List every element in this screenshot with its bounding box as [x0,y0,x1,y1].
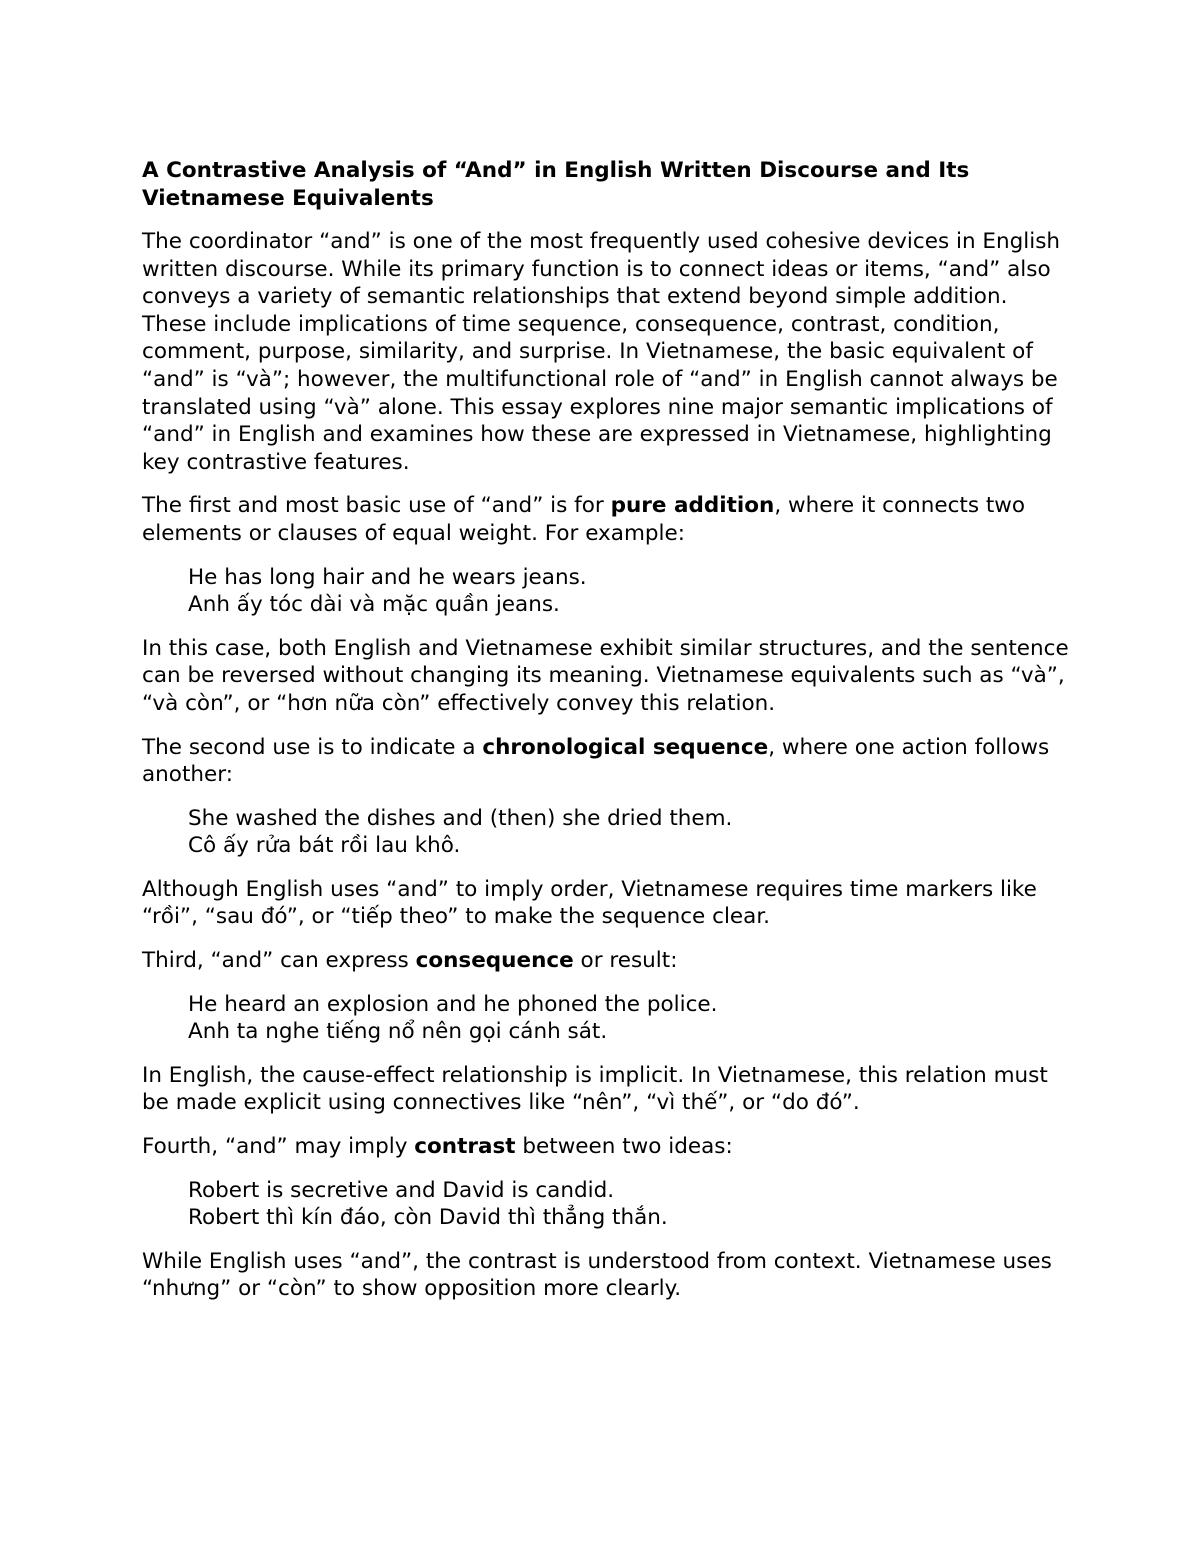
section-3-lead-after: or result: [573,948,678,974]
section-2-example [188,805,1072,860]
section-3-commentary: In English, the cause-effect relationship is implicit. In Vietnamese, this relation must be made explicit using connectives like “nên”, “vì thế”, or “do đó”. [142,1062,1048,1116]
section-1-example [188,564,1072,619]
section-1-example-vi: Anh ấy tóc dài và mặc quần jeans. [188,592,560,618]
section-1-keyword: pure addition [610,493,775,519]
section-4-example-en: Robert is secretive and David is candid. [188,1177,615,1203]
document-body [142,157,1072,1319]
section-3-example-vi: Anh ta nghe tiếng nổ nên gọi cánh sát. [188,1019,608,1045]
section-3-keyword: consequence [415,948,574,974]
section-4-commentary: While English uses “and”, the contrast is understood from context. Vietnamese uses “nhưng” or “còn” to show opposition more clearly. [142,1248,1052,1302]
section-2-example-en: She washed the dishes and (then) she dried them. [188,805,733,831]
section-3-lead-before: Third, “and” can express [142,948,416,974]
section-4-lead-after: between two ideas: [515,1134,733,1160]
section-2-commentary: Although English uses “and” to imply order, Vietnamese requires time markers like “rồi”, “sau đó”, or “tiếp theo” to make the sequence clear. [142,876,1037,930]
section-1-example-en: He has long hair and he wears jeans. [188,564,587,590]
section-3-lead [142,947,1072,975]
section-4-lead-before: Fourth, “and” may imply [142,1134,415,1160]
section-3-example-en: He heard an explosion and he phoned the police. [188,991,718,1017]
intro-paragraph: The coordinator “and” is one of the most frequently used cohesive devices in English written discourse. While its primary function is to connect ideas or items, “and” also conveys a variety of semantic relationships that extend beyond simple addition. These include implications of time sequence, consequence, contrast, condition, comment, purpose, similarity, and surprise. In Vietnamese, the basic equivalent of “and” is “và”; however, the multifunctional role of “and” in English cannot always be translated using “và” alone. This essay explores nine major semantic implications of “and” in English and examines how these are expressed in Vietnamese, highlighting key contrastive features. [142,229,1061,475]
section-1-lead-after: , where it connects two elements or clauses of equal weight. For example: [142,493,1026,546]
section-4-lead [142,1133,1072,1161]
section-1-commentary: In this case, both English and Vietnamese exhibit similar structures, and the sentence can be reversed without changing its meaning. Vietnamese equivalents such as “và”, “và còn”, or “hơn nữa còn” effectively convey this relation. [142,635,1069,716]
section-2-lead-before: The second use is to indicate a [142,734,483,760]
section-3-example [188,991,1072,1046]
section-1-lead-before: The first and most basic use of “and” is for [142,493,611,519]
section-1-lead [142,492,1072,547]
section-2-keyword: chronological sequence [482,734,769,760]
section-4-example-vi: Robert thì kín đáo, còn David thì thẳng thắn. [188,1205,668,1231]
section-4-keyword: contrast [414,1134,516,1160]
document-title: A Contrastive Analysis of “And” in English Written Discourse and Its Vietnamese Equivalents [142,158,970,211]
section-2-lead-after: , where one action follows another: [142,734,1050,788]
section-2-example-vi: Cô ấy rửa bát rồi lau khô. [188,833,461,859]
section-4-example [188,1177,1072,1232]
section-2-lead [142,734,1072,789]
